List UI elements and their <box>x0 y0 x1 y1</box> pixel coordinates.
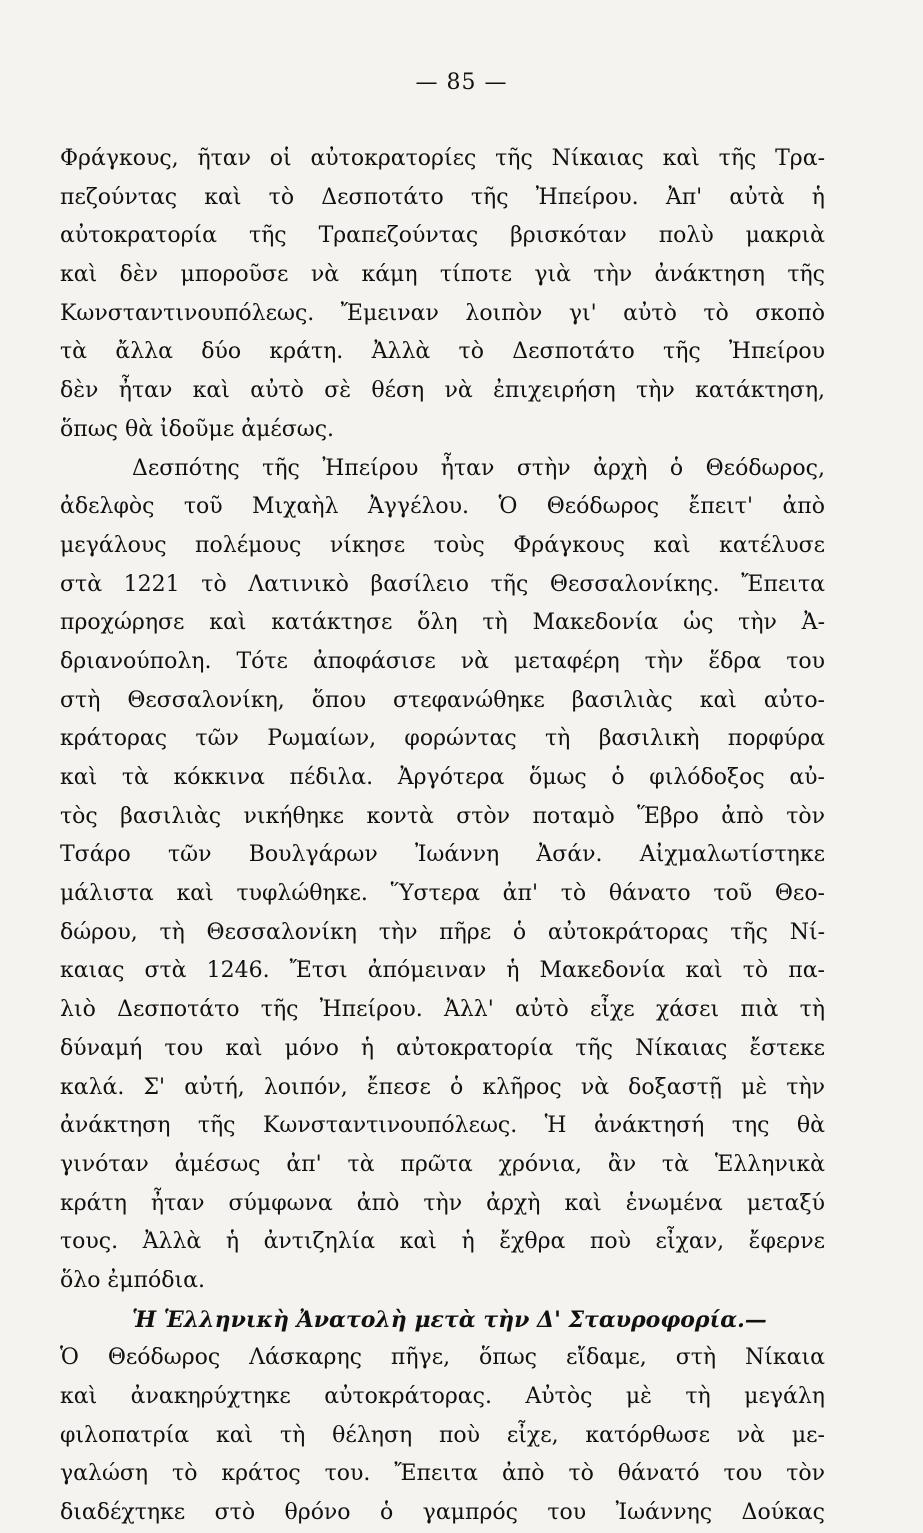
text-line: γινόταν ἀμέσως ἀπ' τὰ πρῶτα χρόνια, ἂν τὰ Ἑλληνικὰ <box>60 1151 825 1177</box>
text-line: δὲν ἦταν καὶ αὐτὸ σὲ θέση νὰ ἐπιχειρήση τὴν κατάκτηση, <box>60 378 825 404</box>
text-line: φιλοπατρία καὶ τὴ θέληση ποὺ εἶχε, κατόρθωσε νὰ με- <box>60 1422 825 1448</box>
text-line: στὴ Θεσσαλονίκη, ὅπου στεφανώθηκε βασιλιὰς καὶ αὐτο- <box>60 687 825 713</box>
text-line: διαδέχτηκε στὸ θρόνο ὁ γαμπρός του Ἰωάννης Δούκας <box>60 1500 825 1526</box>
text-line: αὐτοκρατορία τῆς Τραπεζούντας βρισκόταν πολὺ μακριὰ <box>60 223 825 249</box>
text-line: Κωνσταντινουπόλεως. Ἔμειναν λοιπὸν γι' αὐτὸ τὸ σκοπὸ <box>60 300 825 326</box>
text-line: ἀδελφὸς τοῦ Μιχαὴλ Ἀγγέλου. Ὁ Θεόδωρος ἔπειτ' ἀπὸ <box>60 494 825 520</box>
text-line: Φράγκους, ῆταν οἱ αὐτοκρατορίες τῆς Νίκαιας καὶ τῆς Τρα- <box>60 146 825 171</box>
text-line: δριανούπολη. Τότε ἀποφάσισε νὰ μεταφέρη τὴν ἕδρα του <box>60 648 825 674</box>
text-line: Ὁ Θεόδωρος Λάσκαρης πῆγε, ὅπως εἴδαμε, στὴ Νίκαια <box>60 1345 825 1371</box>
text-line: Τσάρο τῶν Βουλγάρων Ἰωάννη Ἀσάν. Αἰχμαλωτίστηκε <box>60 842 825 868</box>
text-line: κράτη ἦταν σύμφωνα ἀπὸ τὴν ἀρχὴ καὶ ἑνωμένα μεταξύ <box>60 1190 825 1216</box>
text-line: καλά. Σ' αὐτή, λοιπόν, ἔπεσε ὁ κλῆρος νὰ δοξαστῇ μὲ τὴν <box>60 1074 825 1100</box>
text-line: ὅλο ἐμπόδια. <box>60 1267 205 1293</box>
text-line: τὸς βασιλιὰς νικήθηκε κοντὰ στὸν ποταμὸ Ἕβρο ἀπὸ τὸν <box>60 803 825 829</box>
page-number: — 85 — <box>415 70 508 95</box>
text-line: λιὸ Δεσποτάτο τῆς Ἠπείρου. Ἀλλ' αὐτὸ εἶχε χάσει πιὰ τὴ <box>60 997 825 1023</box>
text-line: κράτορας τῶν Ρωμαίων, φορώντας τὴ βασιλικὴ πορφύρα <box>60 726 825 752</box>
text-line: δώρου, τὴ Θεσσαλονίκη τὴν πῆρε ὁ αὐτοκράτορας τῆς Νί- <box>60 919 825 945</box>
text-line: καὶ δὲν μποροῦσε νὰ κάμη τίποτε γιὰ τὴν ἀνάκτηση τῆς <box>60 262 825 288</box>
text-line: καὶ τὰ κόκκινα πέδιλα. Ἀργότερα ὅμως ὁ φιλόδοξος αὐ- <box>60 765 825 790</box>
text-line: γαλώση τὸ κράτος του. Ἔπειτα ἀπὸ τὸ θάνατό του τὸν <box>60 1461 825 1487</box>
text-line: ὅπως θὰ ἰδοῦμε ἀμέσως. <box>60 416 335 442</box>
section-heading: Ἡ Ἑλληνικὴ Ἀνατολὴ μετὰ τὴν Δ' Σταυροφορία.— <box>132 1306 767 1333</box>
text-line: ἀνάκτηση τῆς Κωνσταντινουπόλεως. Ἡ ἀνάκτησή της θὰ <box>60 1113 825 1139</box>
text-line: δύναμή του καὶ μόνο ἡ αὐτοκρατορία τῆς Νίκαιας ἔστεκε <box>60 1035 825 1061</box>
text-line: μεγάλους πολέμους νίκησε τοὺς Φράγκους καὶ κατέλυσε <box>60 532 825 558</box>
text-line: τους. Ἀλλὰ ἡ ἀντιζηλία καὶ ἡ ἔχθρα ποὺ εἶχαν, ἔφερνε <box>60 1229 825 1255</box>
text-line: πεζούντας καὶ τὸ Δεσποτάτο τῆς Ἠπείρου. Ἀπ' αὐτὰ ἡ <box>60 184 825 210</box>
text-line: καὶ ἀνακηρύχτηκε αὐτοκράτορας. Αὐτὸς μὲ τὴ μεγάλη <box>60 1384 825 1409</box>
text-line: στὰ 1221 τὸ Λατινικὸ βασίλειο τῆς Θεσσαλονίκης. Ἔπειτα <box>60 571 825 597</box>
text-line: Δεσπότης τῆς Ἠπείρου ἦταν στὴν ἀρχὴ ὁ Θεόδωρος, <box>132 455 825 481</box>
text-line: προχώρησε καὶ κατάκτησε ὅλη τὴ Μακεδονία ὡς τὴν Ἀ- <box>60 610 825 636</box>
body-text <box>60 140 825 1533</box>
text-line: μάλιστα καὶ τυφλώθηκε. Ὕστερα ἀπ' τὸ θάνατο τοῦ Θεο- <box>60 881 825 907</box>
text-line: καιας στὰ 1246. Ἔτσι ἀπόμειναν ἡ Μακεδονία καὶ τὸ πα- <box>60 958 825 984</box>
text-line: τὰ ἄλλα δύο κράτη. Ἀλλὰ τὸ Δεσποτάτο τῆς Ἠπείρου <box>60 339 825 365</box>
